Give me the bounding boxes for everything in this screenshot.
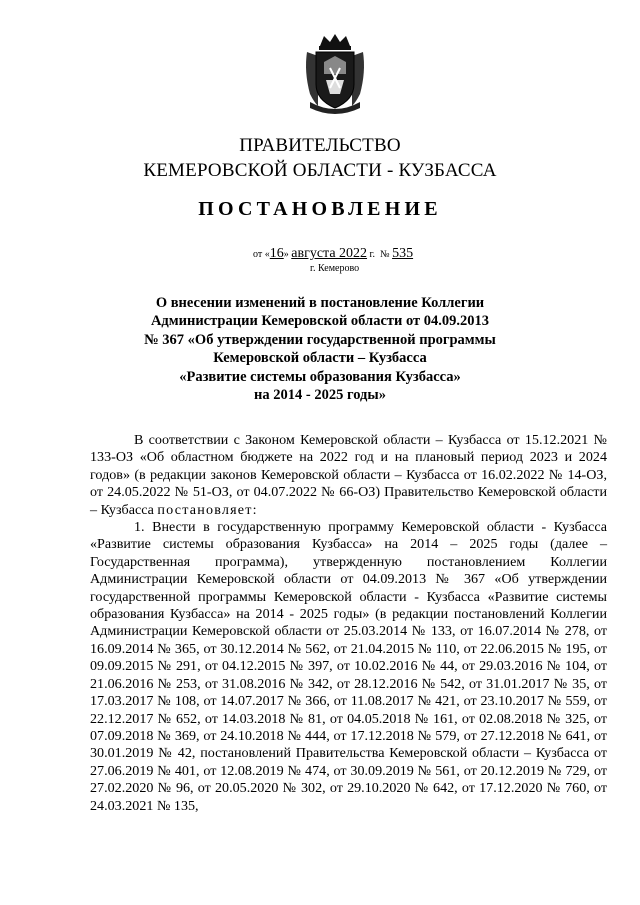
number-prefix: № [380,249,390,260]
year-suffix: г. [369,249,376,260]
title-line: Кемеровской области – Кузбасса [213,350,427,367]
document-city: г. Кемерово [310,263,360,274]
date-mid: » [283,249,289,260]
date-prefix: от « [253,249,270,260]
date-month-year: августа 2022 [291,246,368,261]
body-paragraph-1 [90,432,607,519]
document-date-number [253,246,413,262]
document-body [90,432,607,815]
paragraph-1-text: В соответствии с Законом Кемеровской области – Кузбасса от 15.12.2021 № 133-ОЗ «Об областном бюджете на 2022 год и на плановый период 2023 и 2024 годов» (в редакции законов Кемеровской области – Кузбасса от 16.02.2022 № 14-ОЗ, от 24.05.2022 № 51-ОЗ, от 04.07.2022 № 66-ОЗ) Правительство Кемеровской области – Кузбасса [90,432,607,518]
document-type: ПОСТАНОВЛЕНИЕ [198,198,442,220]
date-day: 16 [269,246,284,261]
body-paragraph-2: 1. Внести в государственную программу Кемеровской области - Кузбасса «Развитие системы образования Кузбасса» на 2014 – 2025 годы (далее – Государственная программа), утвержденную постановлением Коллегии Администрации Кемеровской области от 04.09.2013 № 367 «Об утверждении государственной программы Кемеровской области - Кузбасса «Развитие системы образования Кузбасса» на 2014 - 2025 годы» (в редакции постановлений Коллегии Администрации Кемеровской области от 25.03.2014 № 133, от 16.07.2014 № 278, от 16.09.2014 № 365, от 30.12.2014 № 562, от 21.04.2015 № 110, от 22.06.2015 № 195, от 09.09.2015 № 291, от 04.12.2015 № 397, от 10.02.2016 № 44, от 29.03.2016 № 104, от 21.06.2016 № 253, от 31.08.2016 № 342, от 28.12.2016 № 542, от 31.01.2017 № 35, от 17.03.2017 № 108, от 14.07.2017 № 366, от 11.08.2017 № 421, от 23.10.2017 № 559, от 22.12.2017 № 652, от 14.03.2018 № 81, от 04.05.2018 № 161, от 02.08.2018 № 325, от 07.09.2018 № 369, от 24.10.2018 № 444, от 17.12.2018 № 579, от 27.12.2018 № 641, от 30.01.2019 № 42, постановлений Правительства Кемеровской области – Кузбасса от 27.06.2019 № 401, от 12.08.2019 № 474, от 30.09.2019 № 561, от 20.12.2019 № 729, от 27.02.2020 № 96, от 20.05.2020 № 302, от 29.10.2020 № 642, от 17.12.2020 № 760, от 24.03.2021 № 135, [90,519,607,814]
coat-of-arms-emblem [304,32,366,114]
resolves-word: постановляет: [157,501,258,518]
government-title-line1: ПРАВИТЕЛЬСТВО [239,135,401,156]
title-line: № 367 «Об утверждении государственной программы [144,331,496,348]
document-title [120,294,520,404]
title-line: на 2014 - 2025 годы» [254,387,386,404]
title-line: «Развитие системы образования Кузбасса» [179,368,461,385]
document-number: 535 [392,246,414,261]
title-line: Администрации Кемеровской области от 04.09.2013 [150,313,490,330]
title-line: О внесении изменений в постановление Коллегии [155,295,485,311]
government-title-line2: КЕМЕРОВСКОЙ ОБЛАСТИ - КУЗБАССА [143,160,497,181]
